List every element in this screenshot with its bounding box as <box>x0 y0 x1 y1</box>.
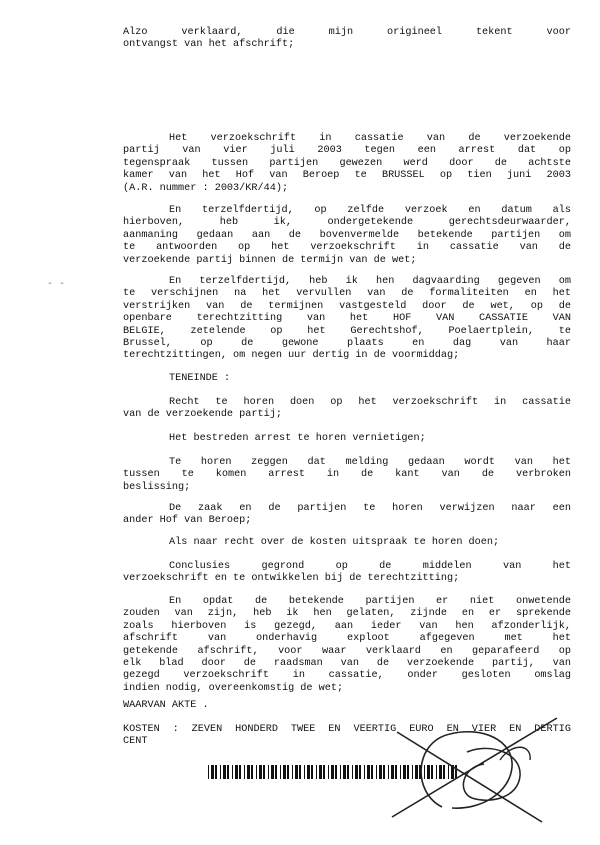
barcode-bar <box>367 765 370 779</box>
barcode-bar <box>287 765 289 779</box>
barcode-bar <box>247 765 250 779</box>
text-line: En terzelfdertijd, op zelfde verzoek en datum als <box>169 205 571 216</box>
paragraph-conclusies <box>123 561 571 586</box>
barcode-bar <box>304 765 305 779</box>
barcode-bar <box>283 765 286 779</box>
text-line: KOSTEN : ZEVEN HONDERD TWEE EN VEERTIG EURO EN VIER EN DERTIG <box>123 724 571 735</box>
text-line: afschrift van onderhavig exploot afgegeven met het <box>123 633 571 645</box>
text-line: verzoekende partij binnen de termijn van de wet; <box>123 254 417 266</box>
margin-mark: - - <box>47 279 66 290</box>
heading-teneinde <box>123 373 571 385</box>
text-line: ontvangst van het afschrift; <box>123 39 295 51</box>
text-line: Brussel, op de gewone plaats en dag van haar <box>123 338 571 350</box>
text-line: hierboven, heb ik, ondergetekende gerechtsdeurwaarder, <box>123 217 571 229</box>
text-line: Recht te horen doen op het verzoekschrift in cassatie <box>169 397 571 408</box>
text-line: verstrijken van de termijnen vastgesteld door de wet, op de <box>123 300 571 312</box>
barcode-bar <box>220 765 221 779</box>
paragraph-vernietigen <box>123 433 571 445</box>
paragraph-verzoekschrift <box>123 133 571 195</box>
barcode-bar <box>235 765 238 779</box>
text-line: aanmaning gedaan aan de bovenvermelde betekende partijen om <box>123 229 571 241</box>
barcode-bar <box>256 765 257 779</box>
waarvan-akte <box>123 700 571 712</box>
barcode-bar <box>244 765 245 779</box>
text-line: Te horen zeggen dat melding gedaan wordt van het <box>169 457 571 468</box>
paragraph-recht <box>123 397 571 422</box>
barcode-bar <box>328 765 329 779</box>
text-line: De zaak en de partijen te horen verwijzen naar een <box>169 503 571 514</box>
barcode-bar <box>347 765 349 779</box>
text-line: gezegd verzoekschrift in cassatie, onder gesloten omslag <box>123 670 571 682</box>
barcode-bar <box>355 765 358 779</box>
text-line: te verschijnen na het vervullen van de formaliteiten en het <box>123 288 571 300</box>
text-line: CENT <box>123 736 148 748</box>
text-line: tegenspraak tussen partijen gewezen werd door de achtste <box>123 157 571 169</box>
barcode-bar <box>215 765 217 779</box>
text-line: Alzo verklaard, die mijn origineel tekent voor <box>123 27 571 38</box>
text-line: (A.R. nummer : 2003/KR/44); <box>123 182 289 194</box>
paragraph-kosten-uitspraak <box>123 537 571 549</box>
text-line: tussen te komen arrest in de kant van de verbroken <box>123 469 571 481</box>
text-line: te antwoorden op het verzoekschrift in cassatie van de <box>123 242 571 254</box>
barcode-bar <box>343 765 346 779</box>
text-line: openbare terechtzitting van het HOF VAN CASSATIE VAN <box>123 313 571 325</box>
barcode-bar <box>319 765 322 779</box>
barcode-bar <box>239 765 241 779</box>
text-line: kamer van het Hof van Beroep te BRUSSEL op tien juni 2003 <box>123 170 571 182</box>
barcode-bar <box>280 765 281 779</box>
text-line: TENEINDE : <box>169 373 231 384</box>
text-line: WAARVAN AKTE . <box>123 700 209 711</box>
paragraph-dagvaarding <box>123 276 571 363</box>
paragraph-betekening <box>123 596 571 695</box>
text-line: indien nodig, overeenkomstig de wet; <box>123 682 344 694</box>
handwritten-signature <box>372 712 572 832</box>
barcode-bar <box>263 765 265 779</box>
text-line: En terzelfdertijd, heb ik hen dagvaarding gegeven om <box>169 276 571 287</box>
text-line: verzoekschrift en te ontwikkelen bij de terechtzitting; <box>123 573 460 585</box>
barcode-bar <box>331 765 334 779</box>
text-line: Als naar recht over de kosten uitspraak te horen doen; <box>169 537 500 548</box>
barcode-bar <box>223 765 226 779</box>
barcode-bar <box>295 765 298 779</box>
text-line: BELGIE, zetelende op het Gerechtshof, Poelaertplein, te <box>123 325 571 337</box>
text-line: Conclusies gegrond op de middelen van het <box>169 561 571 572</box>
barcode-bar <box>352 765 353 779</box>
paragraph-verwijzen <box>123 503 571 528</box>
text-line: Het bestreden arrest te horen vernietigen; <box>169 433 426 444</box>
text-line: zoals hierboven is gezegd, aan ieder van hen afzonderlijk, <box>123 620 571 632</box>
text-line: ander Hof van Beroep; <box>123 515 252 527</box>
text-line: getekende afschrift, voor waar verklaard en geparafeerd op <box>123 645 571 657</box>
paragraph-melding <box>123 457 571 494</box>
barcode-bar <box>292 765 293 779</box>
text-line: van de verzoekende partij; <box>123 409 282 421</box>
text-line: Het verzoekschrift in cassatie van de verzoekende <box>169 133 571 144</box>
barcode-bar <box>232 765 233 779</box>
barcode-bar <box>259 765 262 779</box>
text-line: elk blad door de raadsman van de verzoekende partij, van <box>123 658 571 670</box>
barcode-bar <box>323 765 325 779</box>
text-line: beslissing; <box>123 481 191 493</box>
barcode-bar <box>311 765 313 779</box>
text-line: partij van vier juli 2003 tegen een arrest dat op <box>123 145 571 157</box>
barcode-bar <box>316 765 317 779</box>
barcode-bar <box>251 765 253 779</box>
barcode-bar <box>208 765 209 779</box>
text-line: zouden van zijn, heb ik hen gelaten, zijnde en er sprekende <box>123 608 571 620</box>
barcode-bar <box>299 765 301 779</box>
barcode-bar <box>307 765 310 779</box>
barcode-bar <box>271 765 274 779</box>
text-line: En opdat de betekende partijen er niet onwetende <box>169 596 571 607</box>
text-line: terechtzittingen, om negen uur dertig in de voormiddag; <box>123 350 460 362</box>
barcode-bar <box>359 765 361 779</box>
paragraph-aanmaning <box>123 205 571 267</box>
barcode-bar <box>268 765 269 779</box>
barcode-bar <box>275 765 277 779</box>
barcode-bar <box>364 765 365 779</box>
barcode-bar <box>227 765 229 779</box>
barcode-bar <box>211 765 214 779</box>
intro-paragraph <box>123 27 571 52</box>
barcode-bar <box>335 765 337 779</box>
barcode-bar <box>340 765 341 779</box>
